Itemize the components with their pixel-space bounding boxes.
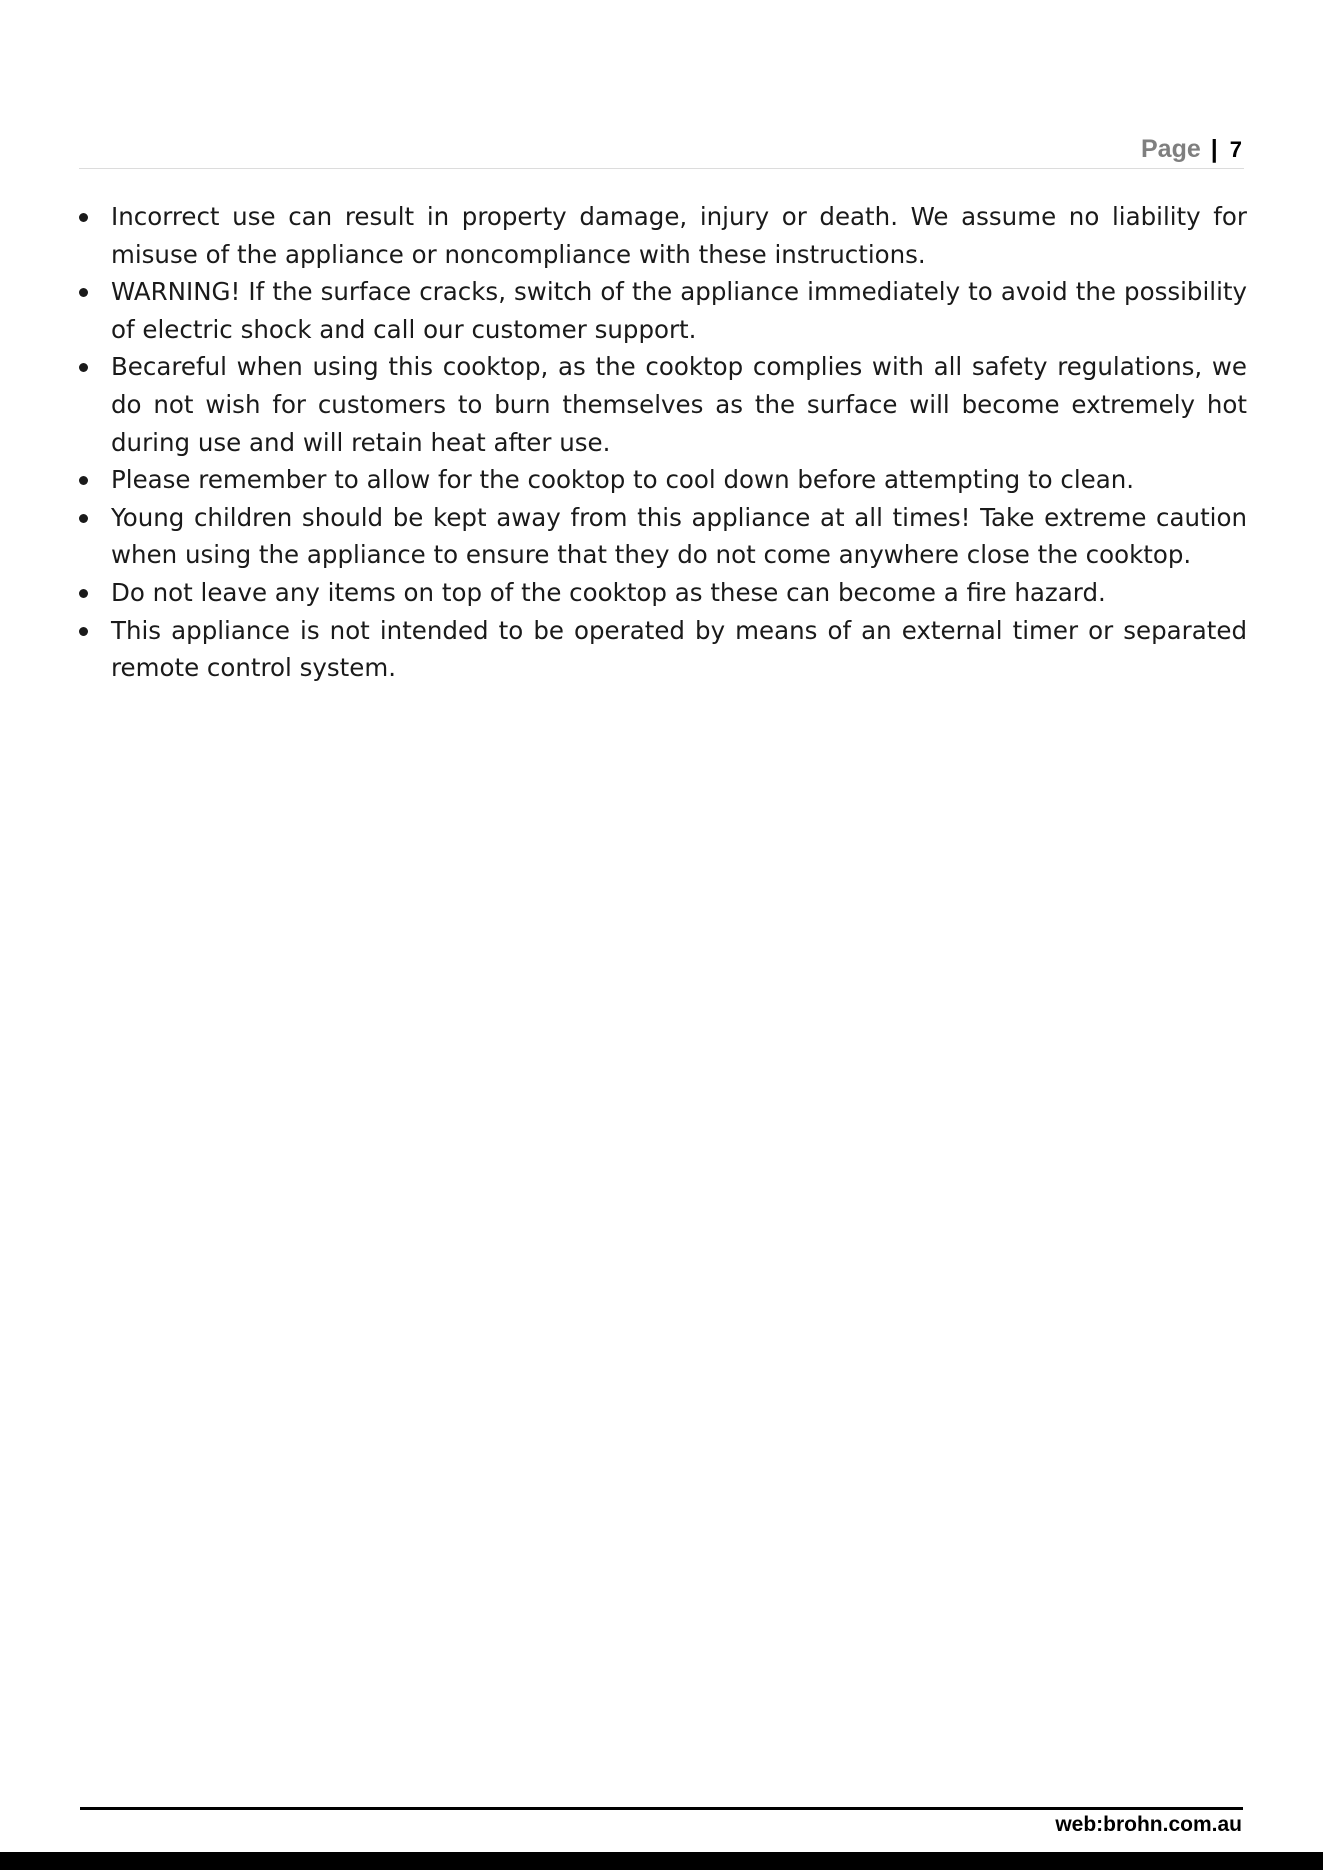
bullet-dot-icon: [79, 589, 88, 598]
bullet-dot-icon: [79, 476, 88, 485]
page-header: [79, 130, 1244, 169]
bullet-item: [79, 499, 1247, 574]
page-bottom-edge: [0, 1852, 1323, 1870]
bullet-text: Becareful when using this cooktop, as the cooktop complies with all safety regulations, we do not wish for customers to burn themselves as the surface will become extremely hot during use and will retain heat after use.: [111, 352, 1247, 457]
bullet-text: Do not leave any items on top of the cooktop as these can become a fire hazard.: [111, 577, 1106, 607]
footer-divider: [80, 1807, 1243, 1810]
bullet-text: Please remember to allow for the cooktop to cool down before attempting to clean.: [111, 465, 1135, 495]
bullet-item: [79, 612, 1247, 687]
bullet-dot-icon: [79, 514, 88, 523]
bullet-dot-icon: [79, 213, 88, 222]
bullet-item: [79, 461, 1247, 499]
bullet-text: This appliance is not intended to be operated by means of an external timer or separated remote control system.: [111, 615, 1247, 683]
bullet-dot-icon: [79, 627, 88, 636]
safety-bullet-list: [79, 198, 1247, 687]
bullet-item: [79, 574, 1247, 612]
footer-website: web:brohn.com.au: [1055, 1813, 1242, 1836]
bullet-text: Incorrect use can result in property damage, injury or death. We assume no liability for misuse of the appliance or noncompliance with these instructions.: [111, 202, 1247, 269]
page-number-value: 7: [1229, 137, 1242, 162]
page-number: [1141, 134, 1242, 165]
bullet-item: [79, 348, 1247, 461]
bullet-text: Young children should be kept away from this appliance at all times! Take extreme caution when using the appliance to ensure that they do not come anywhere close the cooktop.: [111, 502, 1247, 570]
bullet-item: [79, 198, 1247, 273]
bullet-dot-icon: [79, 288, 88, 297]
page-separator: |: [1210, 135, 1218, 163]
bullet-text: WARNING! If the surface cracks, switch of the appliance immediately to avoid the possibility of electric shock and call our customer support.: [111, 277, 1247, 344]
page-label: Page: [1140, 135, 1201, 163]
bullet-item: [79, 273, 1247, 348]
bullet-dot-icon: [79, 363, 88, 372]
